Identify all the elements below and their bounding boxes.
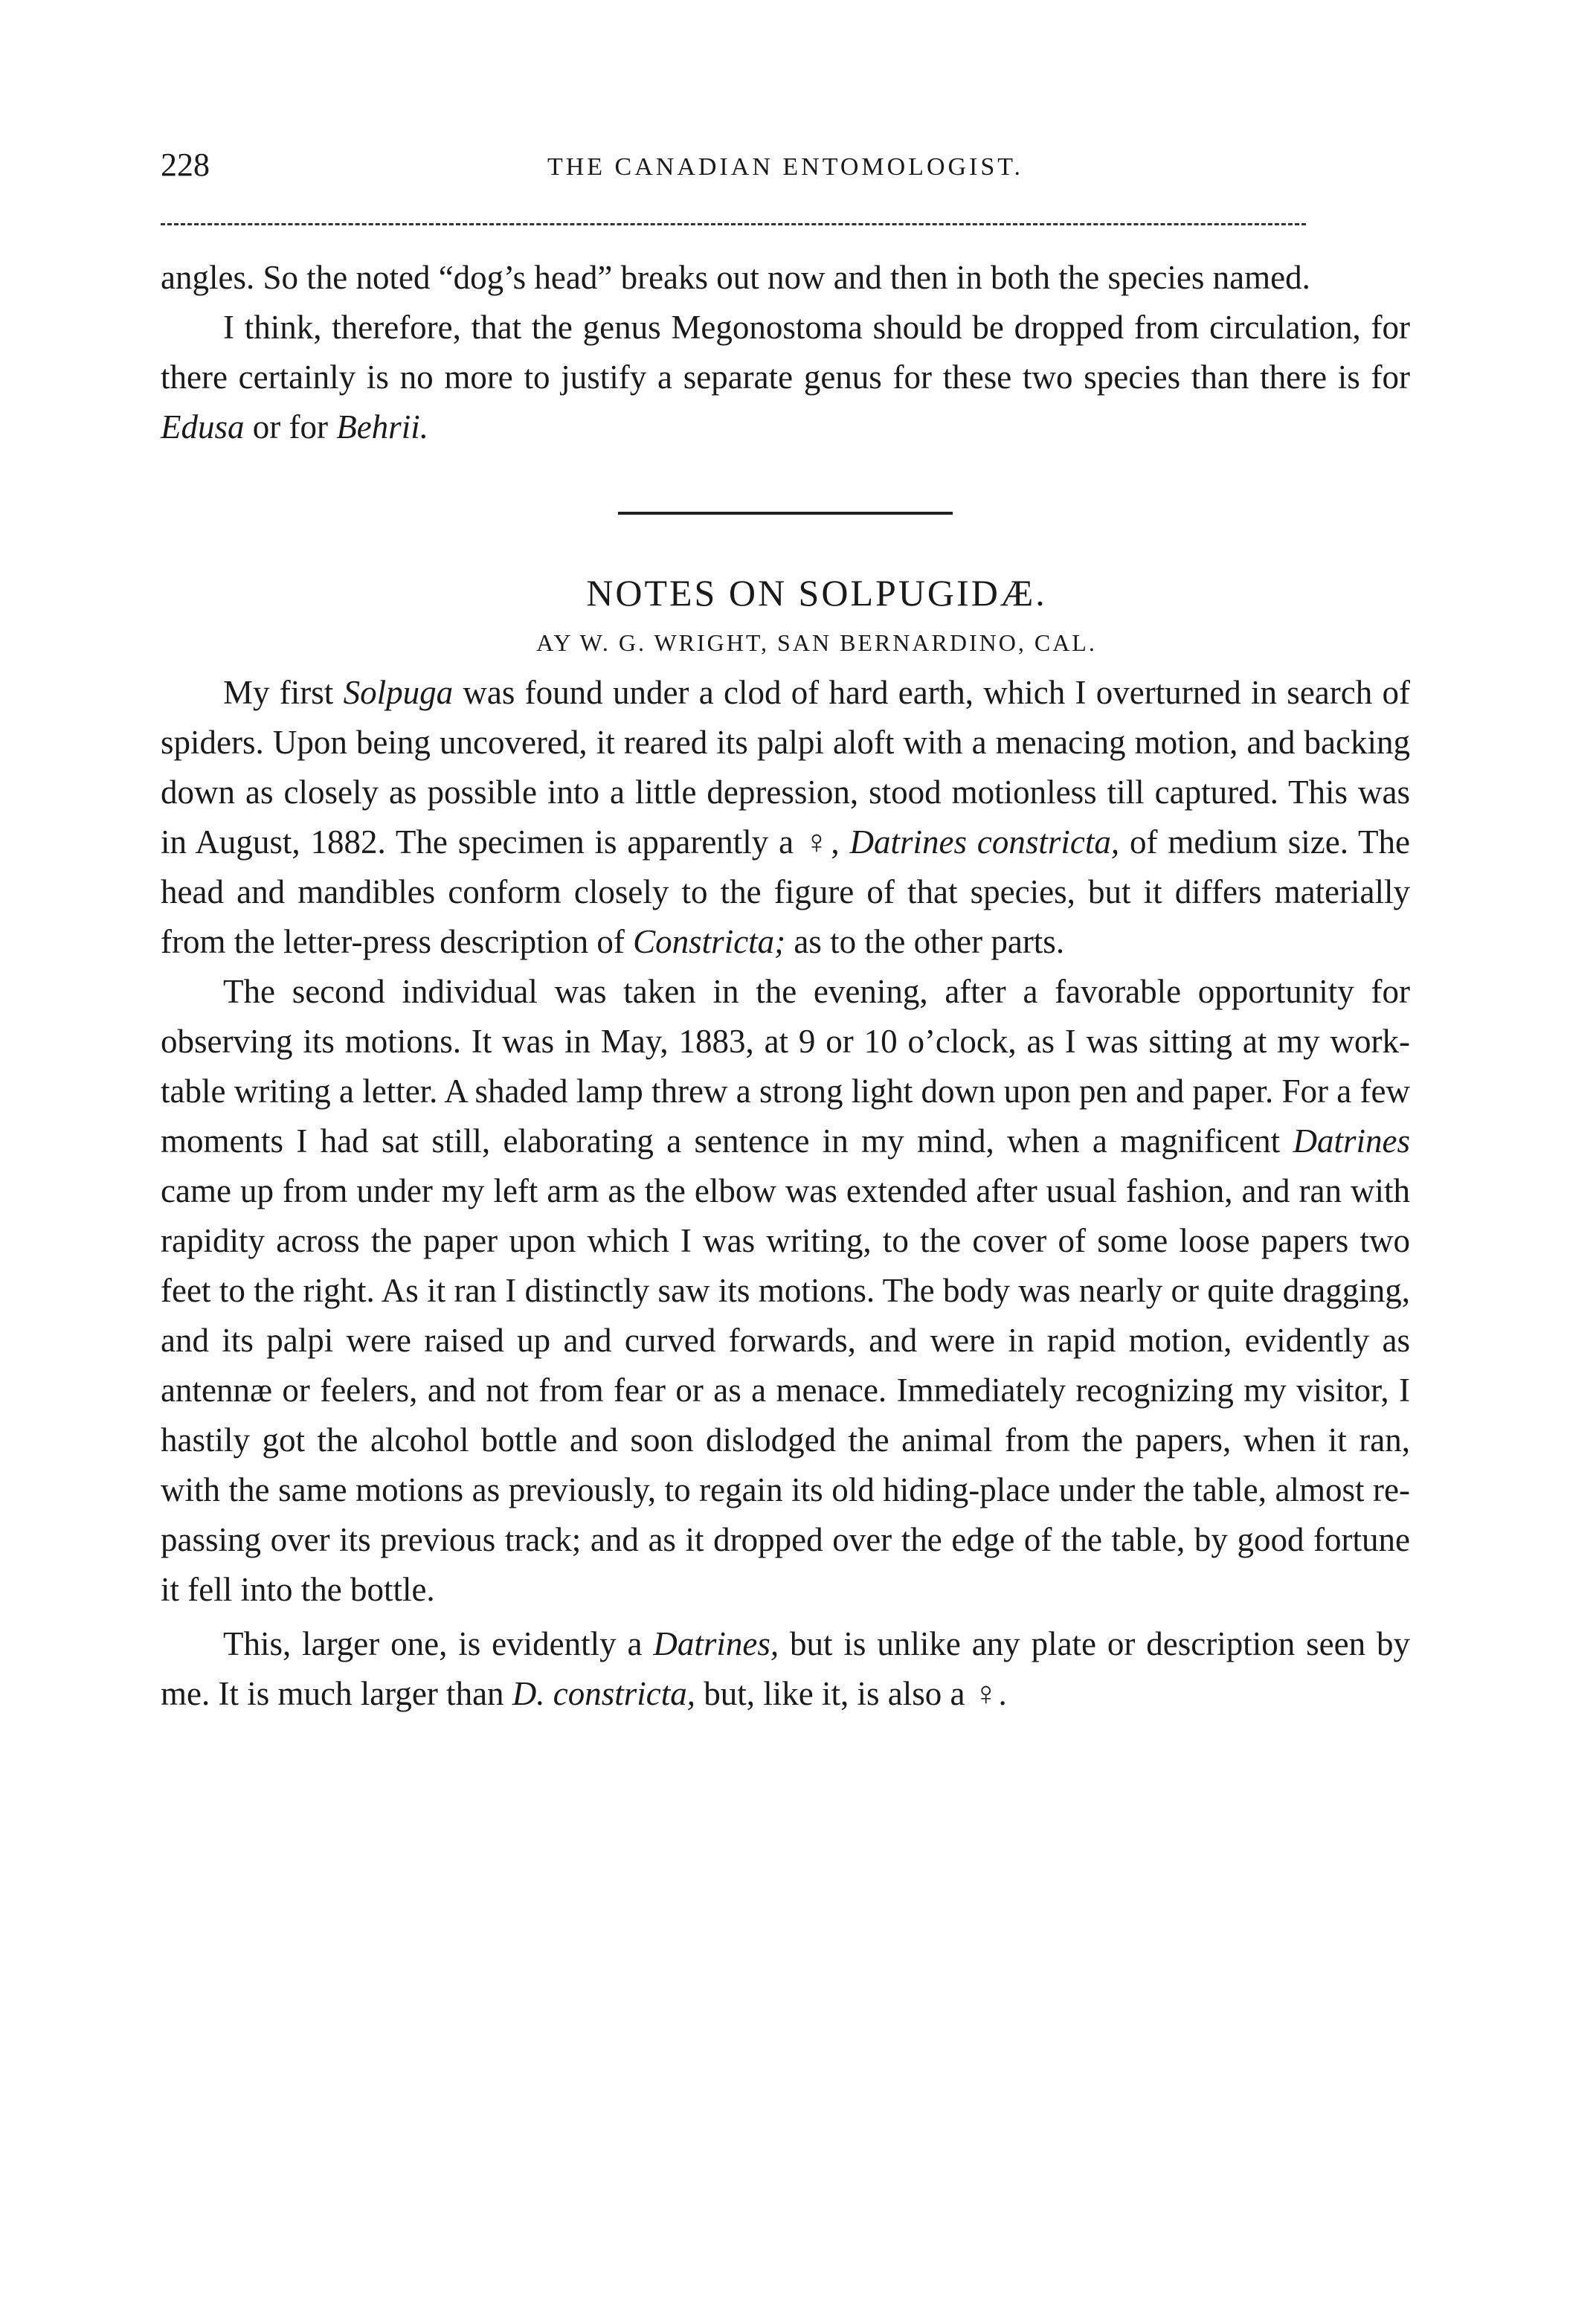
text-run: or for	[244, 408, 337, 446]
continued-paragraph-2	[161, 303, 1410, 452]
italic-term: Behrii.	[336, 408, 428, 446]
text-run: The second individual was taken in the evening, after a favorable opportunity for observing its motions. It was in May, 1883, at 9 or 10 o’clock, as I was sitting at my work-table writing a letter. A shaded lamp threw a strong light down upon pen and paper. For a few moments I had sat still, elaborating a sentence in my mind, when a magnificent	[161, 973, 1410, 1160]
page-body	[161, 253, 1410, 1719]
text-run: was found under a clod of hard earth, which I overturned in search of spiders. Upon being uncovered, it reared its palpi aloft with a menacing motion, and backing down as closely as possible into a little depression, stood motionless till captured. This was in August, 1882. The specimen is apparently a ♀,	[161, 674, 1410, 861]
article-paragraph-2	[161, 967, 1410, 1615]
text-run: but is unlike any plate or description seen by me. It is much larger than	[161, 1625, 1410, 1712]
italic-term: Datrines	[1293, 1122, 1410, 1160]
text-run: of medium size. The head and mandibles conform closely to the figure of that species, but it differs materially from the letter-press description of	[161, 823, 1410, 960]
italic-term: Datrines constricta,	[849, 823, 1120, 861]
article-byline: AY W. G. WRIGHT, SAN BERNARDINO, CAL.	[536, 629, 1097, 656]
page-number: 228	[161, 147, 210, 183]
text-run: but, like it, is also a ♀.	[695, 1675, 1007, 1712]
text-run: My first	[223, 674, 344, 711]
italic-term: Solpuga	[343, 674, 454, 711]
page-header	[161, 146, 1410, 190]
text-run: I think, therefore, that the genus Megonostoma should be dropped from circulation, for there certainly is no more to justify a separate genus for these two species than there is for	[161, 309, 1410, 396]
italic-term: Edusa	[161, 408, 245, 446]
continued-paragraph-1: angles. So the noted “dog’s head” breaks out now and then in both the species named.	[161, 259, 1310, 296]
section-divider	[618, 512, 953, 515]
italic-term: Constricta;	[633, 923, 786, 960]
italic-term: D. constricta,	[512, 1675, 696, 1712]
header-rule	[161, 223, 1306, 225]
article-paragraph-1	[161, 668, 1410, 967]
text-run: as to the other parts.	[785, 923, 1065, 960]
italic-term: Datrines,	[653, 1625, 779, 1662]
running-title: THE CANADIAN ENTOMOLOGIST.	[547, 153, 1024, 181]
article-paragraph-3	[161, 1619, 1410, 1719]
text-run: came up from under my left arm as the elbow was extended after usual fashion, and ran with rapidity across the paper upon which I was writing, to the cover of some loose papers two feet to the right. As it ran I distinctly saw its motions. The body was nearly or quite dragging, and its palpi were raised up and curved forwards, and were in rapid motion, evidently as antennæ or feelers, and not from fear or as a menace. Immediately recognizing my visitor, I hastily got the alcohol bottle and soon dislodged the animal from the papers, when it ran, with the same motions as previously, to regain its old hiding-place under the table, almost re-passing over its previous track; and as it dropped over the edge of the table, by good fortune it fell into the bottle.	[161, 1172, 1410, 1608]
text-run: This, larger one, is evidently a	[223, 1625, 654, 1662]
article-title: NOTES ON SOLPUGIDÆ.	[586, 572, 1047, 614]
